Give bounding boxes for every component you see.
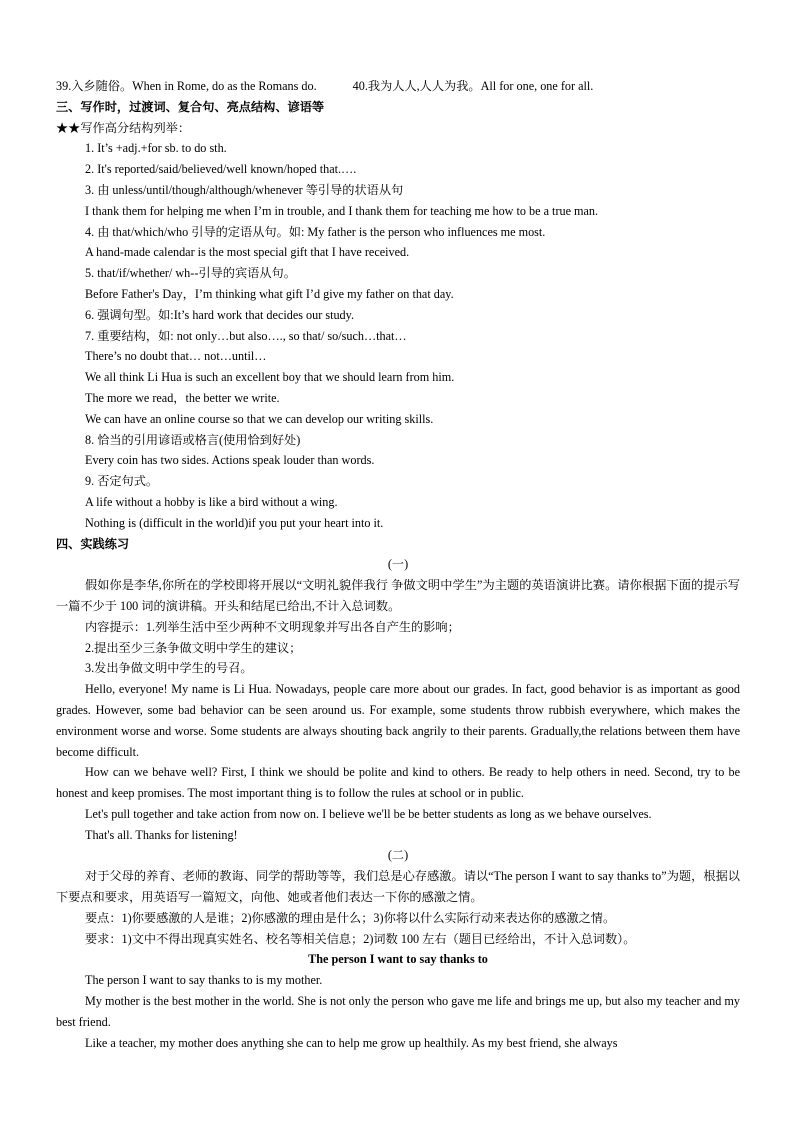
structure-line: Before Father's Day，I’m thinking what gift I’d give my father on that day. — [85, 286, 454, 301]
hint-line: 内容提示：1.列举生活中至少两种不文明现象并写出各自产生的影响； — [85, 619, 460, 634]
part-2-label: (二) — [387, 848, 409, 863]
structure-line: 3. 由 unless/until/though/although/whenever 等引导的状语从句 — [85, 182, 404, 197]
structure-line: 9. 否定句式。 — [85, 474, 159, 489]
prompt-text: 假如你是李华,你所在的学校即将开展以“文明礼貌伴我行 争做文明中学生”为主题的英语演讲比赛。请你根据下面的提示写一篇不少于 100 词的演讲稿。开头和结尾已给出,不计入总词数。 — [56, 578, 740, 613]
structure-line: I thank them for helping me when I’m in trouble, and I thank them for teaching me how to be a true man. — [85, 203, 599, 218]
structure-line: Every coin has two sides. Actions speak louder than words. — [85, 453, 375, 468]
structure-line: 4. 由 that/which/who 引导的定语从句。如: My father is the person who influences me most. — [85, 224, 546, 239]
part-1-label: (一) — [387, 557, 409, 572]
structure-line: 8. 恰当的引用谚语或格言(使用恰到好处) — [85, 432, 301, 447]
proverb-39: 39.入乡随俗。When in Rome, do as the Romans do. — [56, 79, 317, 93]
structure-line: 6. 强调句型。如:It’s hard work that decides our study. — [85, 307, 354, 322]
structure-line: 1. It’s +adj.+for sb. to do sth. — [85, 141, 227, 156]
part-1-prompt — [56, 575, 740, 617]
part-2-prompt — [56, 866, 740, 949]
structure-line: 2. It's reported/said/believed/well known/hoped that.…. — [85, 162, 357, 177]
prompt-text: 对于父母的养育、老师的教诲、同学的帮助等等，我们总是心存感激。请以“The person I want to say thanks to”为题，根据以下要点和要求，用英语写一篇短文，向他、她或者他们表达一下你的感激之情。 — [56, 869, 740, 905]
section-3-subheading: ★★写作高分结构列举： — [56, 120, 191, 135]
proverb-40: 40.我为人人,人人为我。All for one, one for all. — [352, 79, 594, 93]
requirements-text: 要求：1)文中不得出现真实姓名、校名等相关信息；2)词数 100 左右（题目已经给出，不计入总词数）。 — [85, 931, 636, 946]
structure-line: Nothing is (difficult in the world)if you put your heart into it. — [85, 515, 384, 530]
structure-line: We all think Li Hua is such an excellent boy that we should learn from him. — [85, 370, 455, 385]
points-text: 要点：1)你要感激的人是谁；2)你感激的理由是什么；3)你将以什么实际行动来表达你的感激之情。 — [85, 910, 616, 925]
structure-line: The more we read，the better we write. — [85, 390, 280, 405]
structure-line: We can have an online course so that we can develop our writing skills. — [85, 411, 434, 426]
essay-paragraph: Like a teacher, my mother does anything she can to help me grow up healthily. As my best friend, she always — [85, 1035, 618, 1050]
essay-paragraph: That's all. Thanks for listening! — [85, 827, 238, 842]
essay-paragraph: The person I want to say thanks to is my mother. — [85, 973, 323, 988]
structure-line: There’s no doubt that… not…until… — [85, 349, 267, 364]
essay-paragraph: Hello, everyone! My name is Li Hua. Nowadays, people care more about our grades. In fact, good behavior is as important as good grades. However, some bad behavior can be seen around us. For example, some students throw rubbish everywhere, which makes the environment worse and worse. Some students are always shouting back angrily to their parents. Gradually,the relations between them have become difficult. — [56, 682, 740, 759]
part-2-essay — [56, 970, 740, 1053]
proverb-line — [56, 76, 740, 97]
essay-paragraph: How can we behave well? First, I think we should be polite and kind to others. Be ready to help others in need. Second, try to be honest and keep promises. The most important thing is to follow the rules at school or in public. — [56, 765, 740, 801]
essay-title: The person I want to say thanks to — [308, 952, 488, 967]
section-4-heading: 四、实践练习 — [56, 536, 130, 551]
essay-paragraph: Let's pull together and take action from now on. I believe we'll be be better students as long as we behave ourselves. — [85, 806, 652, 821]
structure-line: A life without a hobby is like a bird without a wing. — [85, 494, 338, 509]
part-1-essay — [56, 679, 740, 845]
structure-line: A hand-made calendar is the most special gift that I have received. — [85, 245, 410, 260]
structure-line: 7. 重要结构，如: not only…but also…., so that/ so/such…that… — [85, 328, 407, 343]
hint-line: 3.发出争做文明中学生的号召。 — [85, 661, 253, 676]
section-3-heading: 三、写作时，过渡词、复合句、亮点结构、谚语等 — [56, 99, 325, 114]
essay-paragraph: My mother is the best mother in the world. She is not only the person who gave me life and brings me up, but also my teacher and my best friend. — [56, 994, 740, 1029]
hint-line: 2.提出至少三条争做文明中学生的建议； — [85, 640, 302, 655]
document-page — [56, 76, 740, 1053]
structure-line: 5. that/if/whether/ wh--引导的宾语从句。 — [85, 266, 296, 281]
